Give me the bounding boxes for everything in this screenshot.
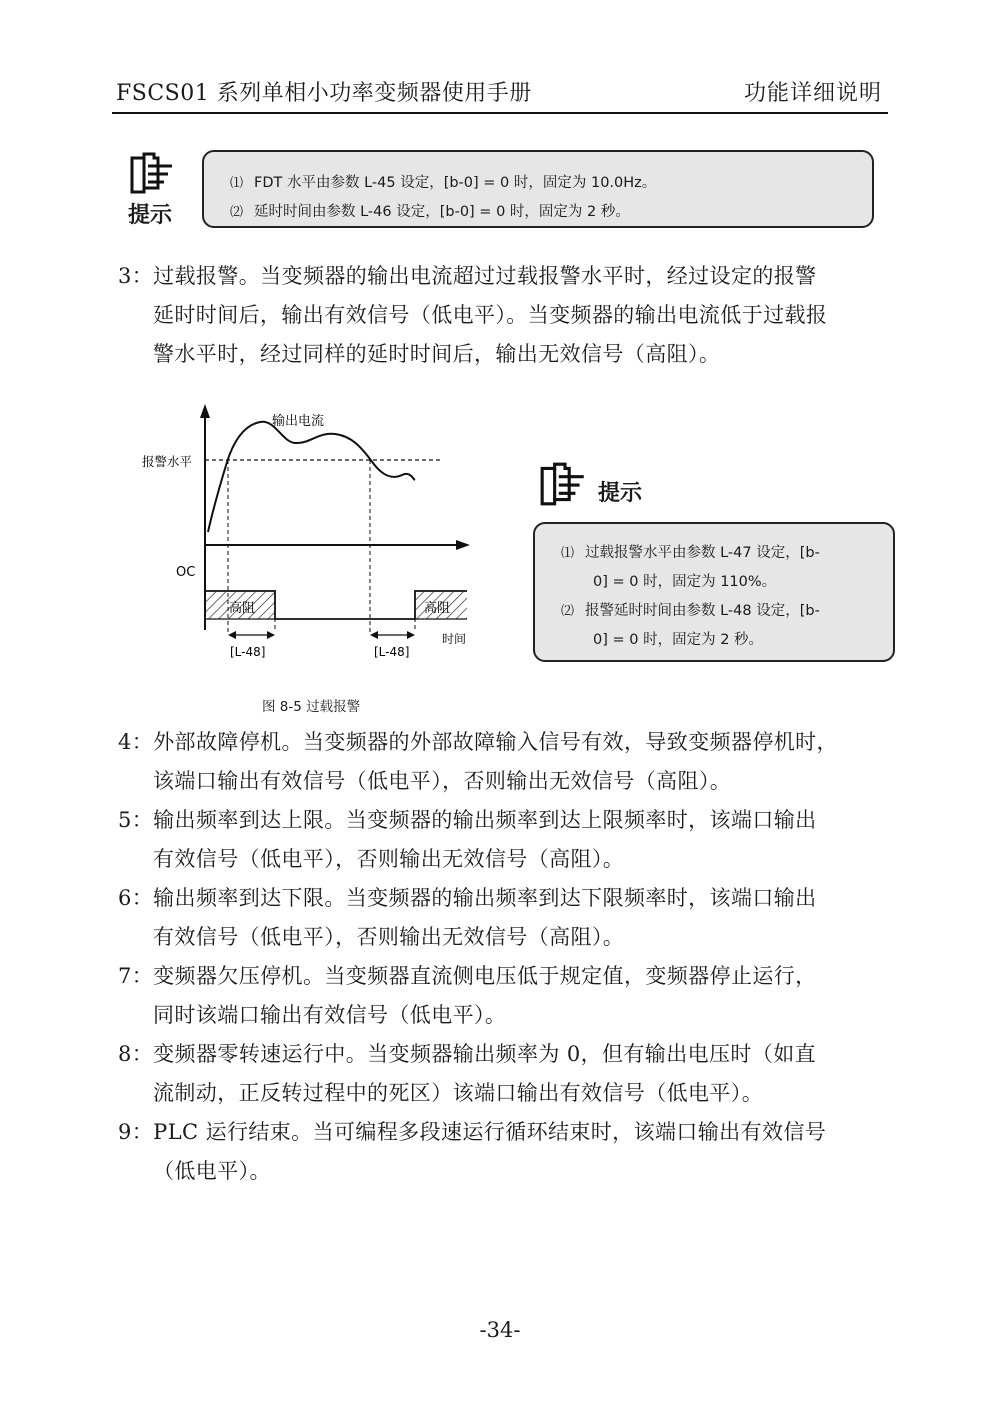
item-first-line: 5：输出频率到达上限。当变频器的输出频率到达上限频率时，该端口输出	[118, 808, 817, 832]
item-cont-line: 有效信号（低电平），否则输出无效信号（高阻）。	[153, 847, 625, 871]
page-number: -34-	[479, 1318, 521, 1342]
item-8-paragraph	[118, 1035, 890, 1113]
item-3-line-2: 延时时间后，输出有效信号（低电平）。当变频器的输出电流低于过载报	[153, 303, 828, 327]
tip-text: FDT 水平由参数 L-45 设定，[b-0] = 0 时，固定为 10.0Hz。	[254, 175, 657, 191]
tip-number: ⑴	[561, 546, 575, 561]
tip-text: 报警延时时间由参数 L-48 设定，[b-	[585, 603, 820, 619]
alarm-level-label: 报警水平	[142, 454, 193, 469]
delay-arrowhead	[267, 631, 275, 639]
delay-arrowhead	[407, 631, 415, 639]
delay-label-1: [L-48]	[230, 645, 266, 659]
header-rule	[112, 112, 888, 114]
oc-label: OC	[176, 565, 196, 580]
time-axis-upper-arrow	[456, 540, 470, 550]
tip-number: ⑵	[561, 604, 575, 619]
delay-arrowhead	[228, 631, 236, 639]
item-first-line: 4：外部故障停机。当变频器的外部故障输入信号有效，导致变频器停机时，	[118, 730, 838, 754]
tip-block-1	[128, 152, 184, 229]
item-cont-line: 同时该端口输出有效信号（低电平）。	[153, 1003, 507, 1027]
pointing-hand-icon	[128, 152, 178, 194]
item-first-line: 8：变频器零转速运行中。当变频器输出频率为 0，但有输出电压时（如直	[118, 1042, 816, 1066]
item-4-paragraph	[118, 723, 890, 801]
delay-arrowhead	[370, 631, 378, 639]
header-section: 功能详细说明	[743, 81, 882, 106]
pointing-hand-icon	[538, 462, 590, 506]
delay-label-2: [L-48]	[374, 645, 410, 659]
header-title: FSCS01 系列单相小功率变频器使用手册	[116, 81, 532, 106]
item-3-line-1: 3：过载报警。当变频器的输出电流超过过载报警水平时，经过设定的报警	[118, 264, 817, 288]
item-3-line-3: 警水平时，经过同样的延时时间后，输出无效信号（高阻）。	[153, 342, 721, 366]
tip-line-1	[230, 169, 872, 198]
output-current-curve	[208, 422, 415, 532]
item-cont-line: 该端口输出有效信号（低电平），否则输出无效信号（高阻）。	[153, 769, 732, 793]
item-9-paragraph	[118, 1113, 890, 1191]
item-first-line: 7：变频器欠压停机。当变频器直流侧电压低于规定值，变频器停止运行，	[118, 964, 817, 988]
tip-text: 过载报警水平由参数 L-47 设定，[b-	[585, 545, 820, 561]
tip-line-2-cont: 0] = 0 时，固定为 2 秒。	[593, 632, 764, 648]
tip-number: ⑵	[230, 205, 244, 220]
tip-line-2	[230, 198, 872, 227]
item-cont-line: 流制动，正反转过程中的死区）该端口输出有效信号（低电平）。	[153, 1081, 764, 1105]
curve-label: 输出电流	[272, 414, 325, 429]
tip-box-1	[202, 150, 874, 228]
tip-box-2	[533, 522, 895, 662]
tip-number: ⑴	[230, 176, 244, 191]
high-z-label-1: 高阻	[229, 601, 256, 616]
item-first-line: 9：PLC 运行结束。当可编程多段速运行循环结束时，该端口输出有效信号	[118, 1120, 827, 1144]
item-3-paragraph	[118, 257, 890, 374]
item-6-paragraph	[118, 879, 890, 957]
figure-caption: 图 8-5 过载报警	[262, 699, 361, 715]
high-z-label-2: 高阻	[424, 601, 451, 616]
item-first-line: 6：输出频率到达下限。当变频器的输出频率到达下限频率时，该端口输出	[118, 886, 817, 910]
tip-label: 提示	[598, 481, 643, 506]
item-cont-line: 有效信号（低电平），否则输出无效信号（高阻）。	[153, 925, 625, 949]
tip-text: 延时时间由参数 L-46 设定，[b-0] = 0 时，固定为 2 秒。	[254, 204, 630, 220]
tip-line-1	[561, 539, 873, 568]
item-7-paragraph	[118, 957, 890, 1035]
tip-line-1-cont: 0] = 0 时，固定为 110%。	[593, 574, 777, 590]
overload-alarm-figure	[130, 400, 480, 665]
y-axis-arrow	[200, 404, 210, 418]
tip-label: 提示	[128, 203, 173, 228]
item-cont-line: （低电平）。	[153, 1159, 271, 1183]
item-5-paragraph	[118, 801, 890, 879]
time-label: 时间	[442, 632, 467, 646]
tip-line-2	[561, 597, 873, 626]
